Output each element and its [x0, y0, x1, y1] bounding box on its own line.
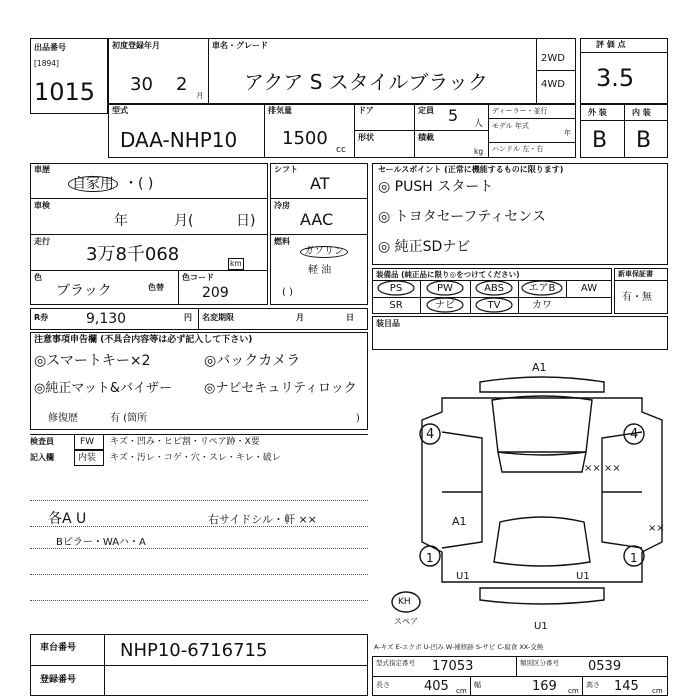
fuel-gasoline: ガソリン	[300, 246, 348, 258]
door-label: ドア	[358, 106, 374, 115]
recycle-box	[30, 308, 368, 330]
mileage-unit: km	[230, 259, 242, 268]
inspection-month: 月(	[174, 213, 194, 229]
handle-label: ハンドル 左・右	[492, 145, 544, 153]
chassis-value: NHP10-6716715	[120, 640, 268, 661]
ext-label: 外 装	[588, 108, 607, 117]
drive-4wd: 4WD	[541, 79, 565, 90]
color-label: 色	[34, 273, 42, 282]
equip-abs: ABS	[484, 283, 504, 294]
height-label: 高さ	[586, 681, 600, 689]
sales-point-3: ◎ 純正SDナビ	[378, 239, 471, 255]
model-year-label: モデル 年式	[492, 122, 529, 130]
inspector-note-2: Bピラー・WAハ・A	[56, 537, 146, 548]
note-smartkey: ◎スマートキー×2	[34, 353, 151, 369]
drive-2wd: 2WD	[541, 53, 565, 64]
capacity-label: 定員	[418, 106, 434, 115]
diag-bottom: U1	[534, 621, 548, 632]
format-label: 型式指定番号	[376, 659, 415, 667]
sales-point-2-text: トヨタセーフティセンス	[394, 209, 546, 225]
reg-label: 初度登録年月	[112, 41, 160, 50]
history-value: 自家用	[68, 176, 118, 192]
notes-label: 注意事項申告欄 (不具合内容等は必ず記入して下さい)	[34, 335, 253, 345]
ac-value: AAC	[300, 210, 334, 229]
equipment-label: 装備品 (純正品に限り◎をつけてください)	[376, 270, 520, 279]
diag-top: A1	[532, 361, 547, 374]
ac-label: 冷房	[274, 201, 290, 210]
car-name: アクア S スタイルブラック	[244, 70, 489, 94]
sales-point-2: ◎ トヨタセーフティセンス	[378, 209, 546, 225]
shift-value: AT	[310, 174, 330, 193]
length-value: 405	[424, 679, 449, 694]
reg-number-label: 登録番号	[40, 675, 77, 685]
shape-label: 形状	[358, 133, 374, 142]
equip-ps: PS	[389, 283, 403, 294]
fuel-label: 燃料	[274, 237, 290, 246]
inspector-note-1a: 各A U	[48, 511, 87, 527]
repair-paren: )	[356, 413, 360, 424]
expiry-month: 月	[296, 313, 304, 322]
lot-label: 出品番号	[34, 43, 66, 52]
fuel-diesel: 軽 油	[308, 265, 332, 276]
equip-navi: ナビ	[435, 300, 455, 311]
legend: A-キズ E-エクボ U-凹み W-補修跡 S-サビ C-腐食 XX-交換	[374, 643, 544, 651]
recycle-unit: 円	[184, 313, 192, 322]
equipment-circles	[372, 268, 612, 314]
class-label: 類別区分番号	[520, 659, 559, 667]
diag-left-rear-u: U1	[456, 571, 470, 582]
model-value: DAA-NHP10	[120, 128, 238, 152]
sales-point-1: ◎ PUSH スタート	[378, 179, 494, 195]
repair-label: 修復歴	[48, 413, 78, 424]
diag-right-side: ××	[648, 523, 665, 534]
shift-label: シフト	[274, 165, 298, 174]
sales-point-1-text: PUSH スタート	[394, 179, 494, 195]
length-unit: cm	[456, 687, 467, 695]
history-suffix: ・( )	[124, 176, 154, 192]
width-value: 169	[532, 679, 557, 694]
sales-points-label: セールスポイント (正常に機能するものに限ります)	[378, 165, 564, 174]
equip-sr: SR	[389, 300, 403, 311]
diag-right-front: 4	[630, 427, 639, 442]
other-box	[372, 316, 668, 350]
diag-right-rear-u: U1	[576, 571, 590, 582]
int-text: キズ・汚レ・コゲ・穴・スレ・キレ・破レ	[110, 453, 281, 463]
width-label: 幅	[474, 681, 481, 689]
note-navi-lock: ◎ナビセキュリティロック	[204, 381, 357, 396]
diag-right-mid: ×× ××	[584, 463, 621, 474]
fuel-paren: ( )	[282, 287, 293, 298]
reg-month-unit: 月	[196, 91, 204, 100]
year-unit: 年	[564, 129, 571, 137]
color-code-label: 色コード	[182, 273, 214, 282]
equip-airbag: エアB	[528, 283, 556, 294]
color-value: ブラック	[56, 283, 112, 299]
lot-number: 1015	[34, 78, 96, 106]
inspector-label-1: 検査員	[30, 437, 54, 446]
fw-label: FW	[80, 437, 95, 447]
diag-right-rear: 1	[630, 551, 638, 565]
equip-leather: カワ	[532, 300, 552, 311]
lot-sub: [1894]	[34, 59, 59, 68]
fw-text: キズ・凹み・ヒビ割・リペア跡・X要	[110, 437, 260, 447]
model-label: 型式	[112, 106, 128, 115]
color-code: 209	[202, 285, 229, 301]
recycle-label: R券	[34, 313, 49, 322]
name-label: 車名・グレード	[212, 41, 268, 50]
repair-value: 有 (箇所	[110, 413, 148, 424]
cc-value: 1500	[282, 128, 328, 149]
other-label: 装目品	[376, 319, 400, 328]
equip-aw: AW	[580, 283, 598, 294]
capacity-unit: 人	[474, 119, 484, 129]
int-label: 内 装	[632, 108, 651, 117]
chassis-label: 車台番号	[40, 643, 77, 653]
format-value: 17053	[432, 659, 474, 674]
warranty-label: 新車保証書	[618, 270, 653, 278]
reg-year: 30	[130, 74, 153, 95]
recycle-value: 9,130	[86, 311, 127, 327]
ext-grade: B	[592, 128, 608, 153]
note-backcamera: ◎バックカメラ	[204, 353, 301, 369]
mileage-value: 3万8千068	[86, 244, 180, 265]
score-label: 評 価 点	[596, 40, 626, 49]
cc-label: 排気量	[268, 106, 292, 115]
reg-month: 2	[176, 74, 188, 95]
width-unit: cm	[568, 687, 579, 695]
equip-pw: PW	[437, 283, 453, 294]
height-unit: cm	[652, 687, 663, 695]
capacity-value: 5	[448, 106, 459, 125]
mileage-label: 走行	[34, 237, 50, 246]
expiry-label: 名変期限	[202, 313, 234, 322]
load-label: 積載	[418, 133, 434, 142]
inspection-year: 年	[114, 213, 128, 229]
class-value: 0539	[588, 659, 622, 674]
inspector-note-1b: 右サイドシル・軒 ××	[208, 513, 317, 526]
equip-tv: TV	[487, 300, 501, 311]
length-label: 長さ	[376, 681, 390, 689]
score-value: 3.5	[596, 64, 635, 92]
inspection-label: 車検	[34, 201, 50, 210]
car-diagram	[372, 352, 668, 632]
warranty-value: 有・無	[622, 292, 652, 303]
color-change-label: 色替	[148, 283, 164, 292]
note-mat-visor: ◎純正マット&バイザー	[34, 381, 172, 396]
diag-left-rear: 1	[426, 551, 434, 565]
diag-left-front: 4	[426, 427, 435, 442]
int-grade: B	[636, 128, 652, 153]
expiry-day: 日	[346, 313, 354, 322]
int-label-2: 内装	[78, 453, 97, 463]
history-label: 車歴	[34, 165, 50, 174]
sales-point-3-text: 純正SDナビ	[394, 239, 471, 255]
diag-spare-label: スペア	[394, 617, 418, 626]
diag-spare-mark: KH	[398, 597, 411, 607]
inspector-label-2: 記入欄	[30, 453, 54, 462]
load-unit: kg	[474, 147, 484, 156]
cc-unit: cc	[336, 145, 346, 155]
diag-left-mid: A1	[452, 515, 467, 528]
height-value: 145	[614, 679, 639, 694]
dealer-label: ディーラー・並行	[492, 107, 548, 115]
inspection-day: 日)	[236, 213, 256, 229]
